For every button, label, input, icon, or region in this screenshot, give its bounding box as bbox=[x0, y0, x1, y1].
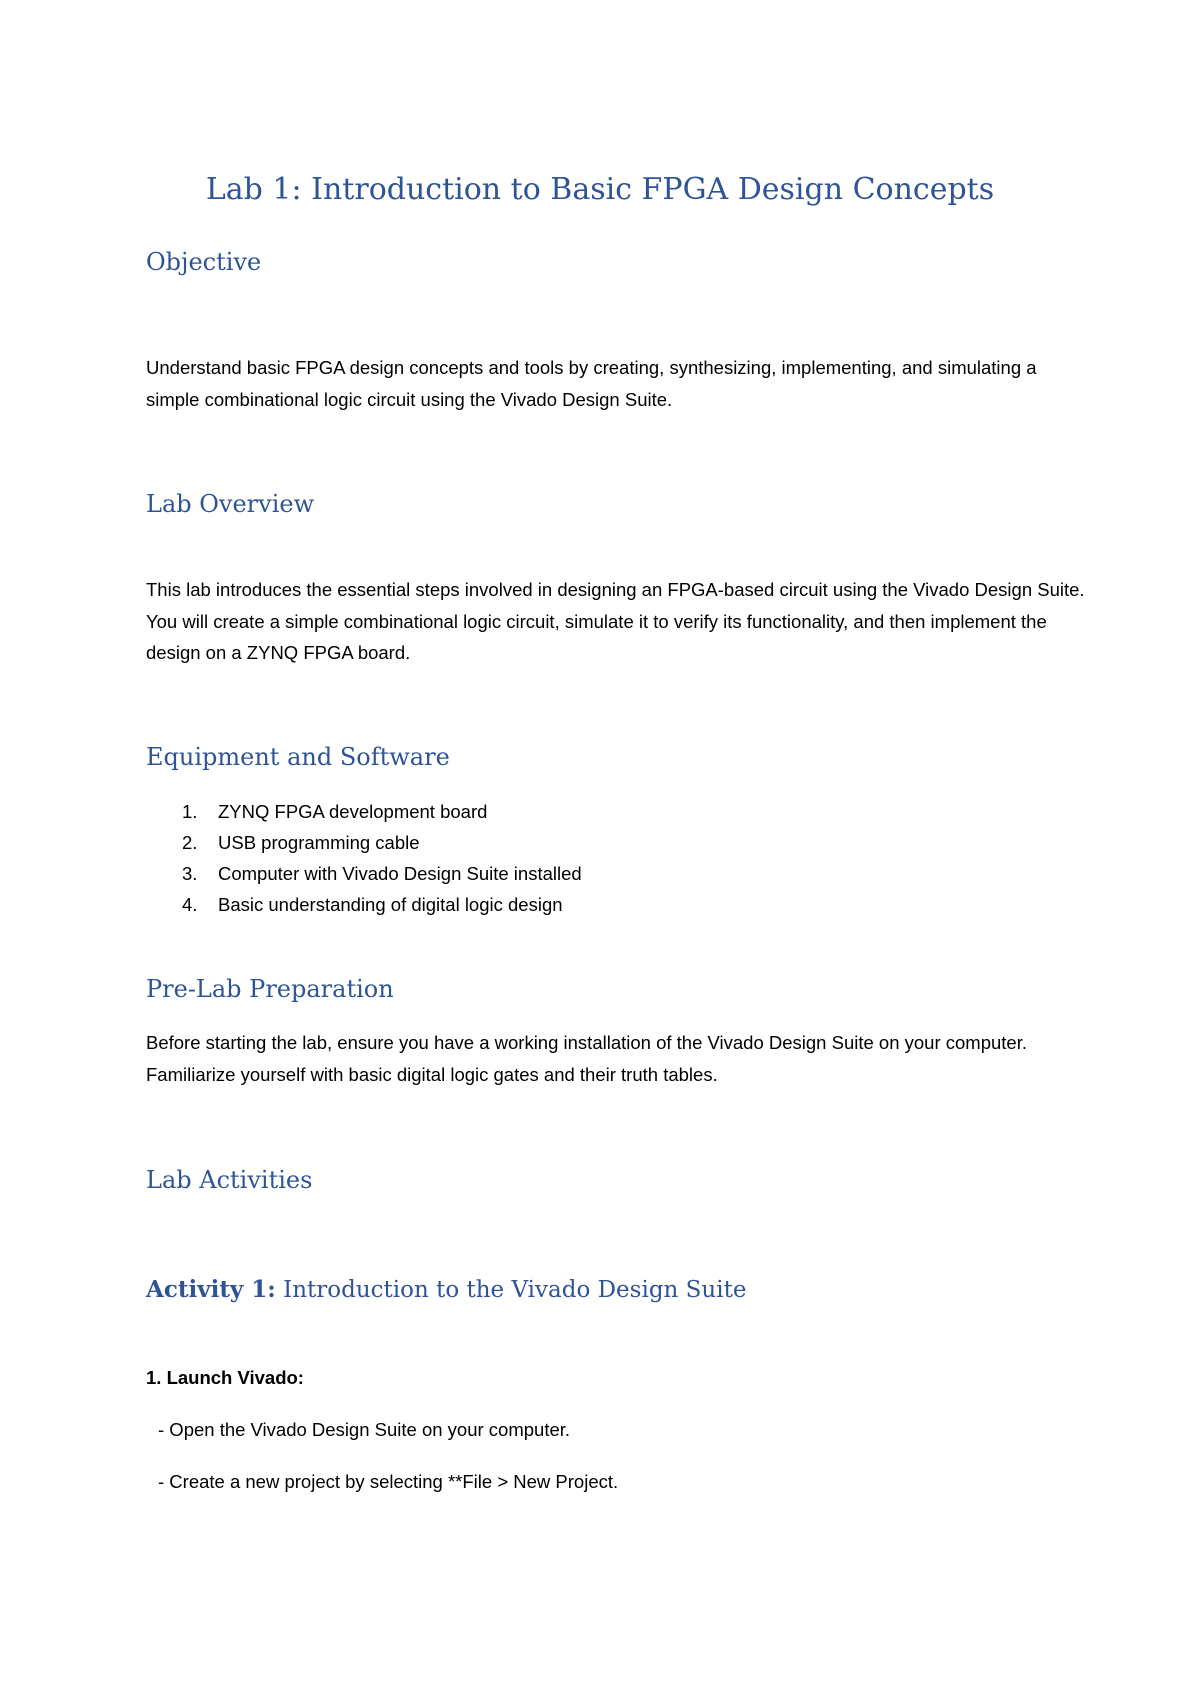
activity1-bullet-1: - Open the Vivado Design Suite on your computer. bbox=[158, 1419, 571, 1440]
overview-heading: Lab Overview bbox=[146, 490, 315, 518]
activities-heading: Lab Activities bbox=[146, 1166, 313, 1194]
list-text: ZYNQ FPGA development board bbox=[218, 801, 488, 822]
equipment-heading: Equipment and Software bbox=[146, 743, 450, 771]
list-number: 2. bbox=[182, 832, 198, 853]
list-item bbox=[146, 858, 582, 889]
overview-text: This lab introduces the essential steps involved in designing an FPGA-based circuit using the Vivado Design Suite. You will create a simple combinational logic circuit, simulate it to verify its functionality, and then implement the design on a ZYNQ FPGA board. bbox=[146, 579, 1085, 663]
list-number: 4. bbox=[182, 894, 198, 915]
activity1-lead: Activity 1: bbox=[146, 1276, 276, 1303]
prelab-text: Before starting the lab, ensure you have a working installation of the Vivado Design Suite on your computer. Familiarize yourself with basic digital logic gates and their truth tables. bbox=[146, 1032, 1027, 1085]
list-text: Computer with Vivado Design Suite installed bbox=[218, 863, 582, 884]
activity1-heading bbox=[146, 1274, 746, 1306]
equipment-list bbox=[146, 796, 582, 920]
objective-heading: Objective bbox=[146, 248, 262, 276]
list-number: 3. bbox=[182, 863, 198, 884]
list-text: USB programming cable bbox=[218, 832, 420, 853]
list-item bbox=[146, 827, 582, 858]
list-item bbox=[146, 796, 582, 827]
page-title: Lab 1: Introduction to Basic FPGA Design Concepts bbox=[205, 172, 995, 207]
activity1-title: Introduction to the Vivado Design Suite bbox=[275, 1277, 747, 1303]
list-item bbox=[146, 889, 582, 920]
list-number: 1. bbox=[182, 801, 198, 822]
activity1-step1: 1. Launch Vivado: bbox=[146, 1367, 304, 1388]
objective-text: Understand basic FPGA design concepts and tools by creating, synthesizing, implementing, and simulating a simple combinational logic circuit using the Vivado Design Suite. bbox=[146, 357, 1037, 410]
activity1-bullet-2: - Create a new project by selecting **File > New Project. bbox=[158, 1471, 619, 1492]
list-text: Basic understanding of digital logic design bbox=[218, 894, 563, 915]
prelab-heading: Pre-Lab Preparation bbox=[146, 975, 394, 1003]
